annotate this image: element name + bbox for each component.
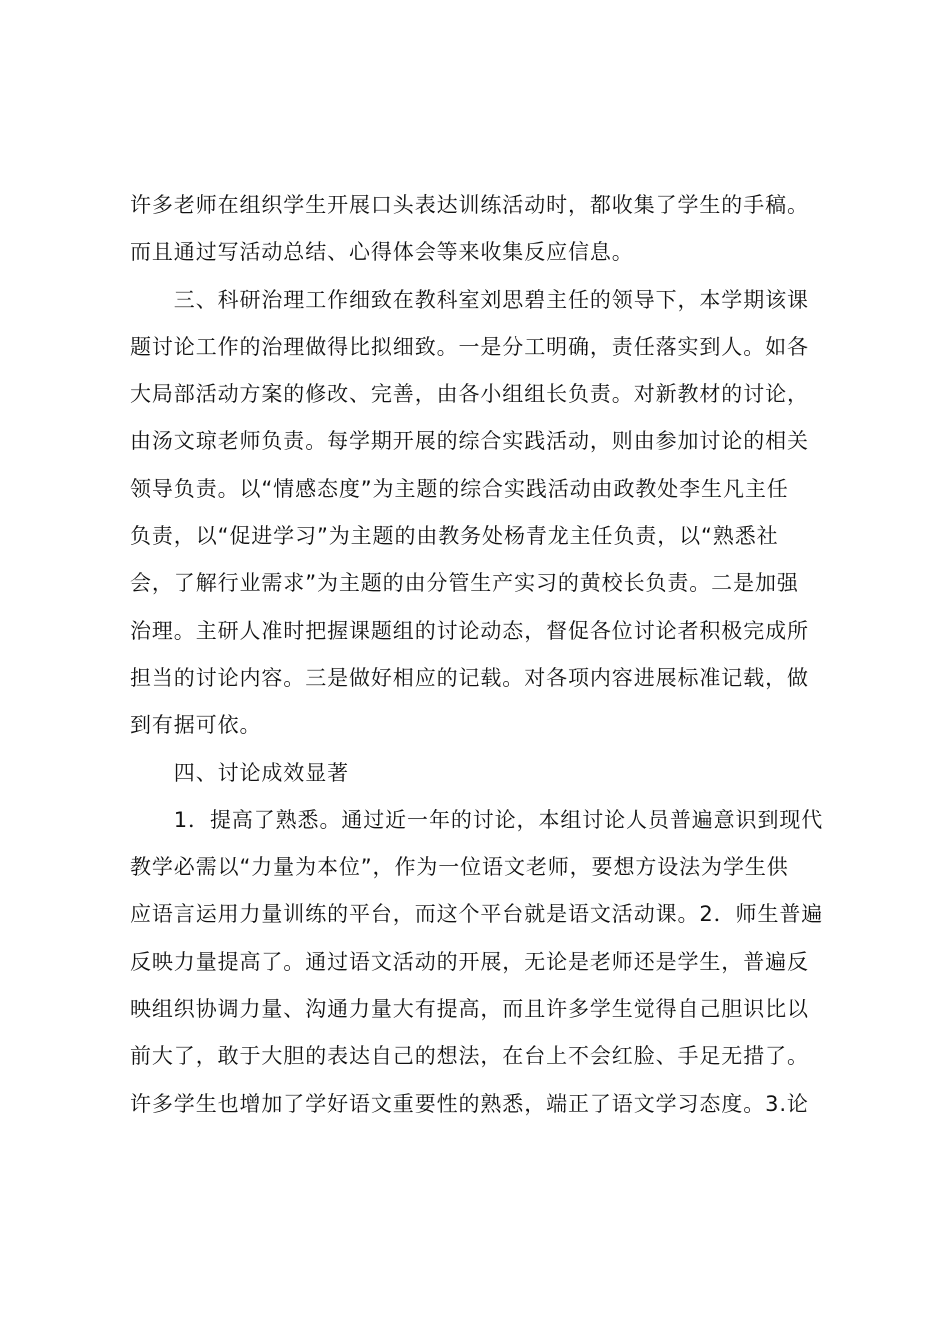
text-line: 前大了，敢于大胆的表达自己的想法，在台上不会红脸、手足无措了。 — [130, 1044, 809, 1069]
text-line: 会，了解行业需求”为主题的由分管生产实习的黄校长负责。二是加强 — [130, 571, 799, 596]
text-line: 许多学生也增加了学好语文重要性的熟悉，端正了语文学习态度。3.论 — [130, 1091, 809, 1116]
text-line: 映组织协调力量、沟通力量大有提高，而且许多学生觉得自己胆识比以 — [130, 997, 809, 1022]
text-line: 应语言运用力量训练的平台，而这个平台就是语文活动课。2．师生普遍 — [130, 902, 824, 927]
text-line: 许多老师在组织学生开展口头表达训练活动时，都收集了学生的手稿。 — [130, 193, 809, 217]
text-line: 三、科研治理工作细致在教科室刘思碧主任的领导下，本学期该课 — [130, 287, 809, 312]
section-heading: 四、讨论成效显著 — [130, 760, 349, 785]
text-line: 治理。主研人准时把握课题组的讨论动态，督促各位讨论者积极完成所 — [130, 618, 809, 643]
text-line: 而且通过写活动总结、心得体会等来收集反应信息。 — [130, 240, 634, 265]
text-line: 教学必需以“力量为本位”，作为一位语文老师，要想方设法为学生供 — [130, 855, 789, 880]
text-line: 由汤文琼老师负责。每学期开展的综合实践活动，则由参加讨论的相关 — [130, 429, 809, 454]
text-line: 到有据可依。 — [130, 713, 262, 738]
body-text — [130, 182, 830, 1128]
text-line: 负责，以“促进学习”为主题的由教务处杨青龙主任负责，以“熟悉社 — [130, 524, 779, 549]
text-line: 担当的讨论内容。三是做好相应的记载。对各项内容进展标准记载，做 — [130, 665, 809, 690]
text-line: 大局部活动方案的修改、完善，由各小组组长负责。对新教材的讨论， — [130, 382, 809, 407]
text-line: 1．提高了熟悉。通过近一年的讨论，本组讨论人员普遍意识到现代 — [130, 807, 824, 832]
text-line: 反映力量提高了。通过语文活动的开展，无论是老师还是学生，普遍反 — [130, 949, 809, 974]
text-line: 领导负责。以“情感态度”为主题的综合实践活动由政教处李生凡主任 — [130, 476, 789, 501]
text-line: 题讨论工作的治理做得比拟细致。一是分工明确，责任落实到人。如各 — [130, 334, 809, 359]
